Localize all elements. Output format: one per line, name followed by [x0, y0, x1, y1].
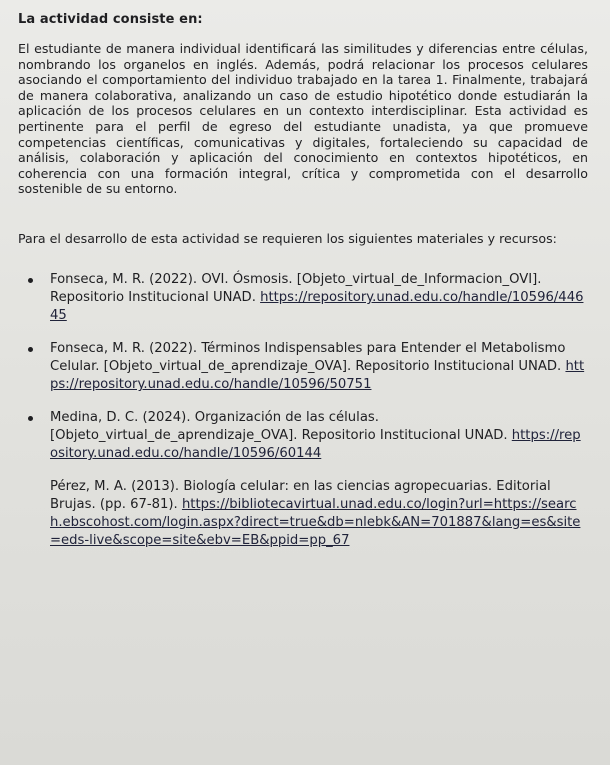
reference-text: Medina, D. C. (2024). Organización de las células. [Objeto_virtual_de_aprendizaje_OVA]. Repositorio Institucional UNAD.	[50, 409, 512, 443]
reference-link[interactable]: https://bibliotecavirtual.unad.edu.co/login?url=https://search.ebscohost.com/login.aspx?direct=true&db=nlebk&AN=701887&lang=es&site=eds-live&scope=site&ebv=EB&ppid=pp_67	[50, 496, 581, 548]
reference-item	[18, 271, 588, 325]
reference-list	[18, 271, 588, 550]
reference-item	[18, 409, 588, 463]
reference-item	[18, 340, 588, 394]
reference-link[interactable]: https://repository.unad.edu.co/handle/10596/44645	[50, 289, 584, 323]
reference-item	[18, 478, 588, 550]
bullet-icon	[28, 278, 33, 283]
activity-heading: La actividad consiste en:	[18, 12, 203, 27]
bullet-icon	[28, 416, 33, 421]
reference-text: Fonseca, M. R. (2022). Términos Indispensables para Entender el Metabolismo Celular. [Objeto_virtual_de_aprendizaje_OVA]. Repositorio Institucional UNAD.	[50, 340, 566, 374]
reference-link[interactable]: https://repository.unad.edu.co/handle/10596/50751	[50, 358, 585, 392]
activity-description: El estudiante de manera individual identificará las similitudes y diferencias entre células, nombrando los organelos en inglés. Además, podrá relacionar los procesos celulares asociando el comportamiento del individuo trabajado en la tarea 1. Finalmente, trabajará de manera colaborativa, analizando un caso de estudio hipotético donde estudiarán la aplicación de los procesos celulares en un contexto interdisciplinar. Esta actividad es pertinente para el perfil de egreso del estudiante unadista, ya que promueve competencias científicas, comunicativas y digitales, fortaleciendo su capacidad de análisis, colaboración y aplicación del conocimiento en contextos hipotéticos, en coherencia con una formación integral, crítica y comprometida con el desarrollo sostenible de su entorno.	[18, 41, 588, 197]
reference-text: Fonseca, M. R. (2022). OVI. Ósmosis. [Objeto_virtual_de_Informacion_OVI]. Repositorio Institucional UNAD.	[50, 271, 542, 305]
bullet-icon	[28, 347, 33, 352]
materials-intro: Para el desarrollo de esta actividad se requieren los siguientes materiales y recursos:	[18, 230, 557, 246]
reference-text: Pérez, M. A. (2013). Biología celular: en las ciencias agropecuarias. Editorial Brujas. (pp. 67-81).	[50, 478, 551, 512]
reference-link[interactable]: https://repository.unad.edu.co/handle/10596/60144	[50, 427, 581, 461]
